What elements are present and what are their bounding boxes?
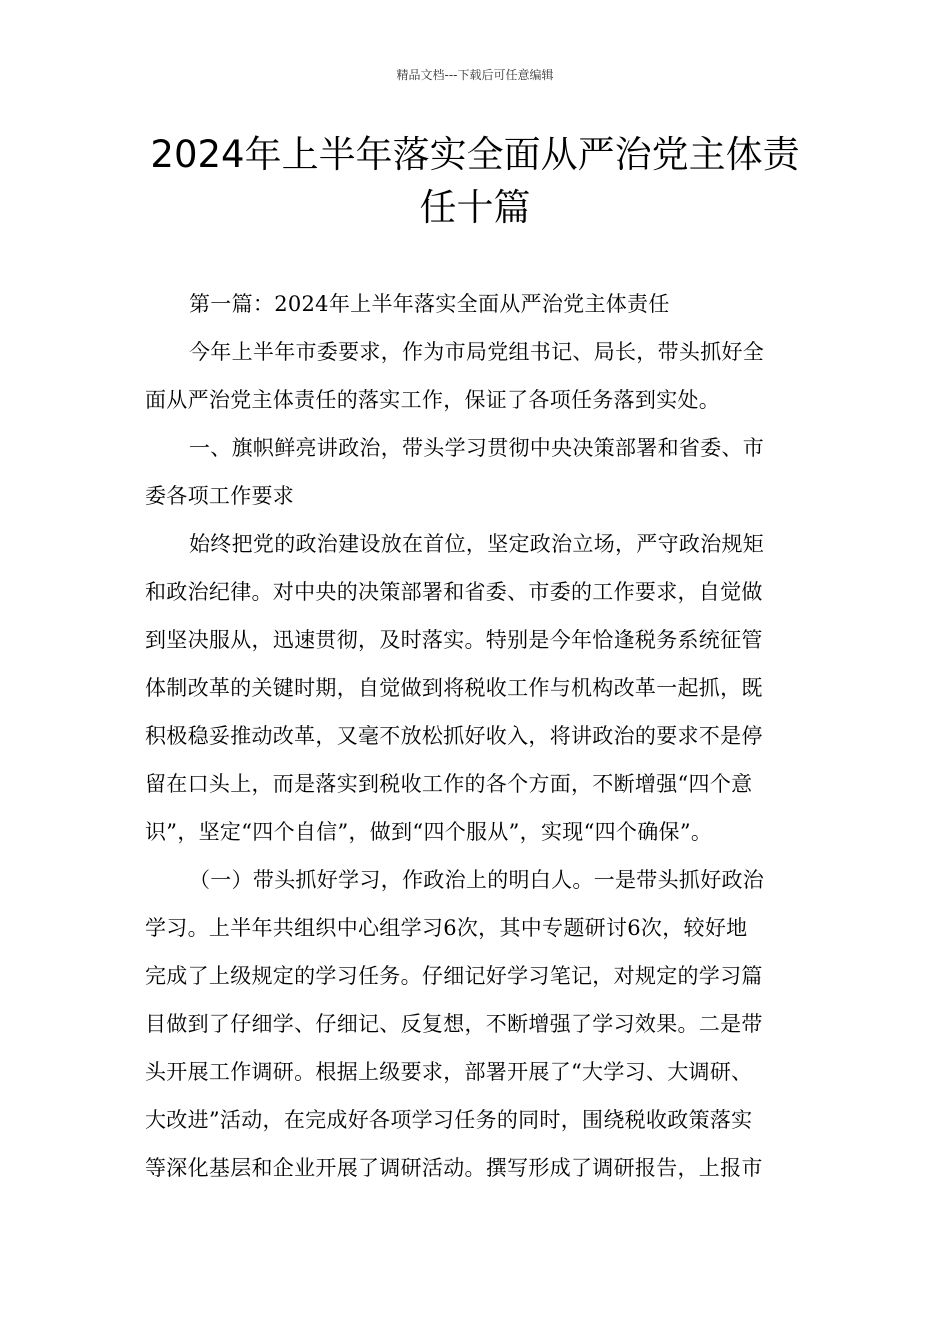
- text-line: 体制改革的关键时期，自觉做到将税收工作与机构改革一起抓，既: [145, 676, 763, 700]
- text-line: 头开展工作调研。根据上级要求，部署开展了“大学习、大调研、: [145, 1060, 753, 1084]
- paragraph-politics: [145, 520, 809, 856]
- text-line: 识”，坚定“四个自信”，做到“四个服从”，实现“四个确保”。: [145, 820, 713, 844]
- text-line: 积极稳妥推动改革，又毫不放松抓好收入，将讲政治的要求不是停: [145, 724, 763, 748]
- text-line: 始终把党的政治建设放在首位，坚定政治立场，严守政治规矩: [189, 532, 765, 556]
- text-line: 一、旗帜鲜亮讲政治，带头学习贯彻中央决策部署和省委、市: [189, 436, 765, 460]
- title-line: 2024年上半年落实全面从严治党主体责: [150, 133, 800, 176]
- text-line: 留在口头上，而是落实到税收工作的各个方面，不断增强“四个意: [145, 772, 753, 796]
- header-note: 精品文档---下载后可任意编辑: [396, 68, 554, 82]
- text-line: 目做到了仔细学、仔细记、反复想，不断增强了学习效果。二是带: [145, 1012, 763, 1036]
- text-line: 到坚决服从，迅速贯彻，及时落实。特别是今年恰逢税务系统征管: [145, 628, 763, 652]
- title-line: 任十篇: [419, 186, 531, 229]
- text-line: 完成了上级规定的学习任务。仔细记好学习笔记，对规定的学习篇: [145, 964, 763, 988]
- text-line: 委各项工作要求: [145, 484, 295, 508]
- text-line: 第一篇：2024年上半年落实全面从严治党主体责任: [189, 292, 670, 316]
- text-line: 今年上半年市委要求，作为市局党组书记、局长，带头抓好全: [189, 340, 765, 364]
- document-title: [120, 128, 830, 234]
- document-body: [145, 280, 809, 1192]
- section-heading-one: [145, 424, 809, 520]
- section-heading-part-one: [145, 280, 809, 328]
- paragraph-intro: [145, 328, 809, 424]
- text-line: （一）带头抓好学习，作政治上的明白人。一是带头抓好政治: [189, 868, 765, 892]
- text-line: 大改进”活动，在完成好各项学习任务的同时，围绕税收政策落实: [145, 1108, 753, 1132]
- paragraph-study: [145, 856, 809, 1192]
- text-line: 学习。上半年共组织中心组学习6次，其中专题研讨6次，较好地: [145, 916, 748, 940]
- text-line: 等深化基层和企业开展了调研活动。撰写形成了调研报告，上报市: [145, 1156, 763, 1180]
- text-line: 面从严治党主体责任的落实工作，保证了各项任务落到实处。: [145, 388, 721, 412]
- text-line: 和政治纪律。对中央的决策部署和省委、市委的工作要求，自觉做: [145, 580, 763, 604]
